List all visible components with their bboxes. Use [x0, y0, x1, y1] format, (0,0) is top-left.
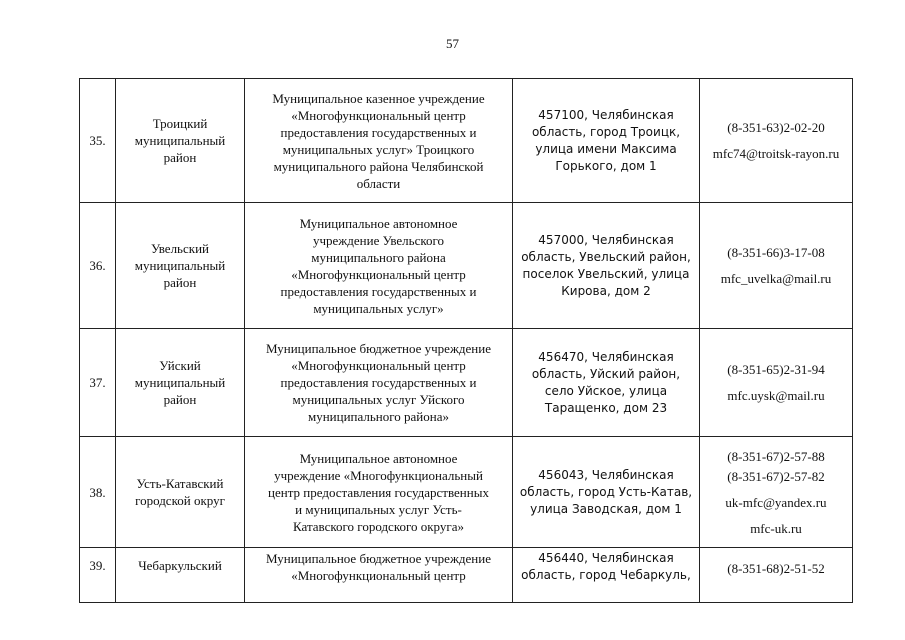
- address-line: улица Заводская, дом 1: [530, 501, 682, 516]
- email-address: uk-mfc@yandex.ru: [725, 494, 827, 510]
- address-line: Горького, дом 1: [555, 158, 657, 173]
- institution-line: «Многофункциональный центр: [291, 358, 466, 373]
- address-line: 457100, Челябинская: [538, 107, 674, 122]
- institution-line: Муниципальное бюджетное учреждение: [266, 341, 491, 356]
- address-line: Кирова, дом 2: [561, 283, 651, 298]
- address-line: 456043, Челябинская: [538, 467, 674, 482]
- institution-line: предоставления государственных и: [280, 375, 477, 390]
- mfc-table: [79, 78, 853, 603]
- institution-name: [245, 548, 513, 603]
- address-line: улица имени Максима: [535, 141, 677, 156]
- contacts: [700, 437, 853, 548]
- district-name: [116, 548, 245, 603]
- address-line: Таращенко, дом 23: [544, 400, 668, 415]
- contacts: [700, 329, 853, 437]
- district-name: [116, 79, 245, 203]
- website: mfc-uk.ru: [750, 520, 802, 536]
- institution-line: муниципальных услуг»: [313, 300, 444, 316]
- district-name: [116, 203, 245, 329]
- page-number: 57: [446, 36, 459, 51]
- phone-number: (8-351-67)2-57-82: [727, 468, 825, 484]
- row-number: 39.: [80, 548, 116, 603]
- address: [513, 79, 700, 203]
- phone-number: (8-351-65)2-31-94: [727, 362, 825, 377]
- address-line: 456470, Челябинская: [538, 349, 674, 364]
- address-line: область, Уйский район,: [531, 366, 681, 381]
- phone-number: (8-351-66)3-17-08: [727, 245, 825, 260]
- address-line: 456440, Челябинская: [538, 551, 674, 565]
- contacts: [700, 79, 853, 203]
- address-line: село Уйское, улица: [544, 383, 668, 398]
- district-name: [116, 329, 245, 437]
- address-line: область, город Чебаркуль,: [521, 568, 691, 582]
- district-line: район: [163, 275, 197, 290]
- institution-name: [245, 437, 513, 548]
- district-line: городской округ: [135, 493, 225, 508]
- institution-line: «Многофункциональный центр: [291, 107, 466, 123]
- address: [513, 203, 700, 329]
- address-line: 457000, Челябинская: [538, 232, 674, 247]
- district-line: муниципальный: [134, 375, 226, 390]
- district-line: Усть-Катавский: [136, 476, 224, 491]
- district-line: Троицкий: [152, 116, 208, 131]
- phone-number: (8-351-68)2-51-52: [727, 561, 825, 576]
- institution-line: «Многофункциональный центр: [291, 266, 466, 282]
- institution-line: Муниципальное бюджетное учреждение: [266, 551, 491, 566]
- address-line: область, город Усть-Катав,: [519, 484, 693, 499]
- table-row: [80, 203, 853, 329]
- address: [513, 437, 700, 548]
- institution-name: [245, 203, 513, 329]
- institution-line: и муниципальных услуг Усть-: [295, 501, 462, 517]
- table-row: [80, 548, 853, 603]
- institution-line: предоставления государственных и: [280, 124, 477, 140]
- district-line: Увельский: [151, 241, 209, 256]
- institution-line: муниципального района»: [308, 409, 449, 424]
- contacts: [700, 203, 853, 329]
- address: [513, 548, 700, 603]
- district-line: район: [163, 150, 197, 165]
- phone-number: (8-351-67)2-57-88: [727, 448, 825, 464]
- institution-line: Муниципальное казенное учреждение: [272, 90, 485, 106]
- institution-line: муниципального района Челябинской: [273, 158, 484, 174]
- email-address: mfc.uysk@mail.ru: [727, 388, 825, 403]
- address-line: область, Увельский район,: [521, 249, 691, 264]
- institution-line: муниципальных услуг» Троицкого: [282, 141, 475, 157]
- institution-line: Катавского городского округа»: [293, 518, 464, 534]
- row-number: 36.: [80, 203, 116, 329]
- institution-line: учреждение «Многофункциональный: [274, 467, 483, 483]
- district-line: муниципальный: [134, 133, 226, 148]
- institution-line: учреждение Увельского: [312, 232, 445, 248]
- district-line: Уйский: [159, 358, 201, 373]
- institution-line: области: [356, 175, 401, 191]
- row-number: 35.: [80, 79, 116, 203]
- institution-line: муниципального района: [311, 249, 446, 265]
- institution-line: Муниципальное автономное: [299, 450, 458, 466]
- address: [513, 329, 700, 437]
- district-line: район: [163, 392, 197, 407]
- email-address: mfc_uvelka@mail.ru: [720, 271, 832, 286]
- row-number: 38.: [80, 437, 116, 548]
- institution-line: предоставления государственных и: [280, 283, 477, 299]
- contacts: [700, 548, 853, 603]
- table-row: [80, 437, 853, 548]
- institution-line: «Многофункциональный центр: [291, 568, 466, 583]
- institution-line: Муниципальное автономное: [299, 215, 458, 231]
- district-line: муниципальный: [134, 258, 226, 273]
- district-line: Чебаркульский: [138, 558, 222, 573]
- address-line: область, город Троицк,: [531, 124, 681, 139]
- table-row: [80, 329, 853, 437]
- district-name: [116, 437, 245, 548]
- institution-name: [245, 79, 513, 203]
- institution-line: муниципальных услуг Уйского: [292, 392, 465, 407]
- table-row: [80, 79, 853, 203]
- institution-name: [245, 329, 513, 437]
- institution-line: центр предоставления государственных: [268, 484, 489, 500]
- row-number: 37.: [80, 329, 116, 437]
- email-address: mfc74@troitsk-rayon.ru: [712, 146, 840, 161]
- address-line: поселок Увельский, улица: [522, 266, 690, 281]
- phone-number: (8-351-63)2-02-20: [727, 120, 825, 135]
